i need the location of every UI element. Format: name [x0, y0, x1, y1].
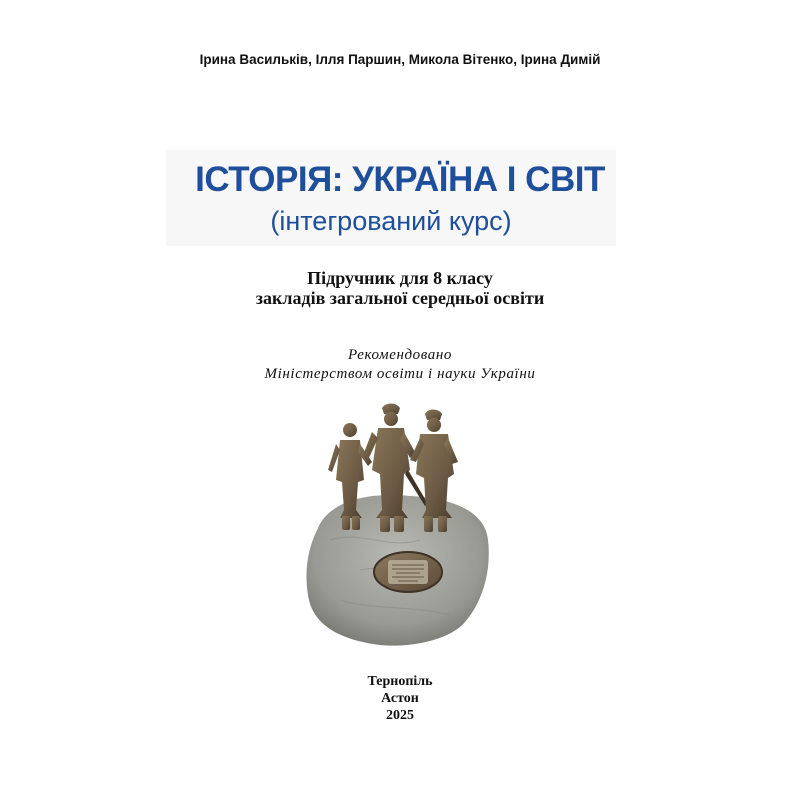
recommendation-note	[0, 346, 800, 384]
imprint-publisher: Астон	[381, 691, 419, 706]
publication-imprint	[0, 673, 800, 724]
recommendation-line-2: Міністерством освіти і науки України	[264, 366, 536, 382]
description-line-2: закладів загальної середньої освіти	[255, 288, 545, 308]
book-title-subtitle: (інтегрований курс)	[270, 206, 512, 236]
recommendation-line-1: Рекомендовано	[347, 347, 453, 363]
cossack-monument-illustration	[300, 400, 500, 650]
book-description	[0, 268, 800, 308]
authors: Ірина Васильків, Ілля Паршин, Микола Вітенко, Ірина Димій	[199, 52, 601, 67]
book-title: ІСТОРІЯ: УКРАЇНА І СВІТ	[195, 160, 605, 199]
description-line-1: Підручник для 8 класу	[307, 268, 493, 288]
imprint-city: Тернопіль	[367, 674, 433, 689]
imprint-year: 2025	[386, 708, 414, 723]
